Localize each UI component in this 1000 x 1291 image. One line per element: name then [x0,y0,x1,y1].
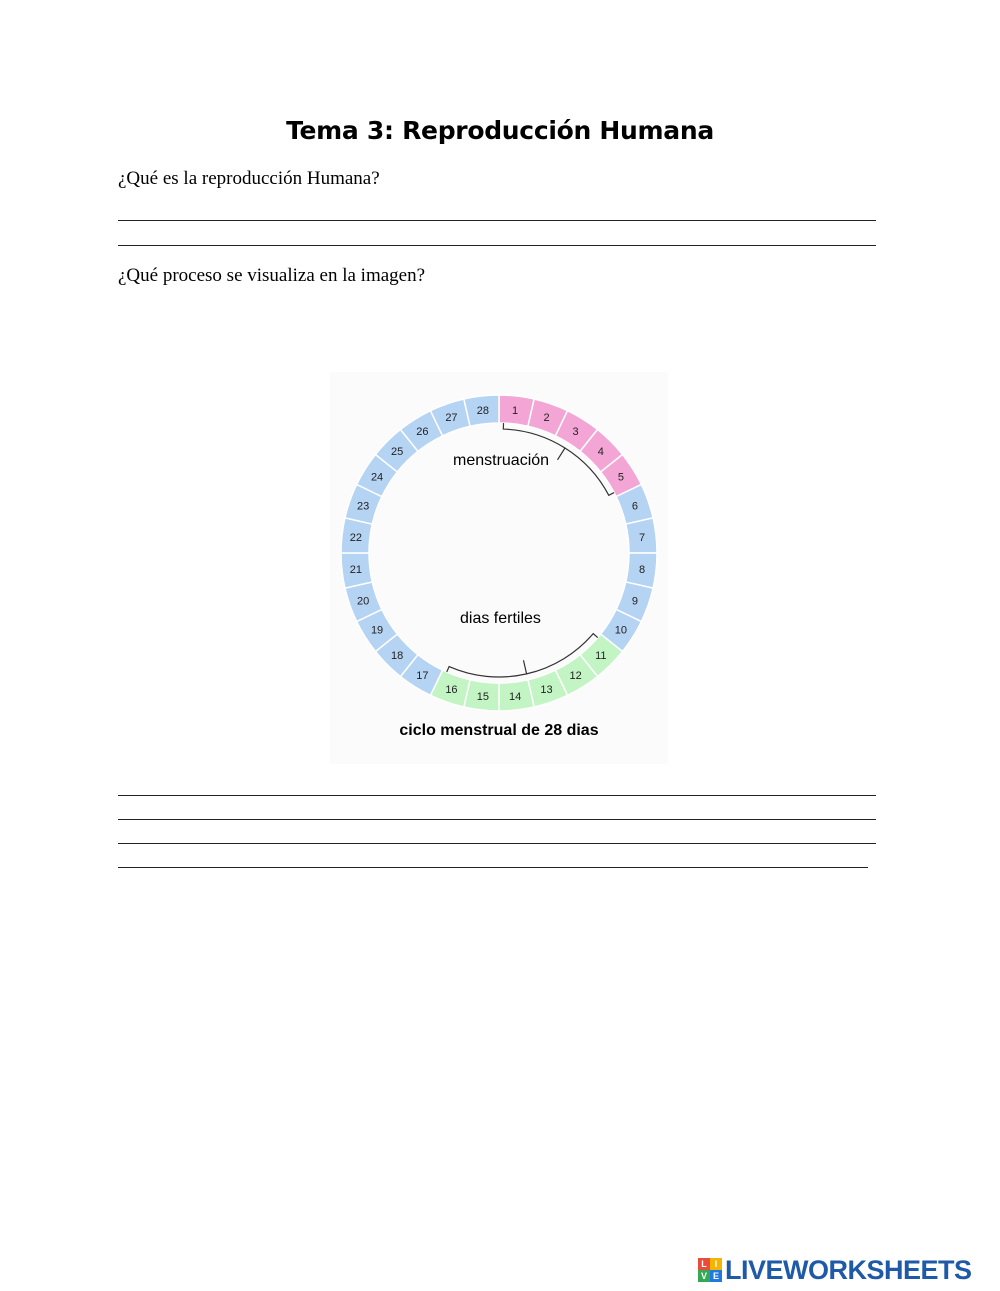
day-label: 19 [370,624,384,637]
day-label: 15 [476,691,490,704]
question-reproduction: ¿Qué es la reproducción Humana? [118,168,380,189]
day-label: 27 [445,412,458,425]
day-label: 21 [349,564,363,577]
fertile-bracket-leader [523,660,526,674]
liveworksheets-logo-icon [698,1258,722,1282]
page-title: Tema 3: Reproducción Humana [286,116,714,145]
day-label: 22 [349,531,363,544]
day-label: 18 [391,649,404,662]
cycle-wheel [330,372,668,717]
day-label: 11 [595,649,607,662]
fertile-days-label: dias fertiles [460,610,541,627]
day-label: 5 [617,471,624,484]
day-label: 1 [512,404,519,417]
answer-line[interactable] [118,220,876,221]
day-label: 28 [476,404,490,417]
answer-line[interactable] [118,843,876,844]
day-label: 7 [639,531,646,544]
day-label: 10 [614,624,628,637]
liveworksheets-brand [698,1254,972,1286]
brand-text: LIVEWORKSHEETS [725,1254,972,1285]
day-label: 24 [370,471,384,484]
day-label: 3 [572,426,579,439]
day-label: 16 [445,683,458,696]
logo-letter: V [698,1270,710,1282]
question-process: ¿Qué proceso se visualiza en la imagen? [118,265,426,286]
day-label: 26 [416,426,429,439]
day-label: 12 [569,669,582,682]
day-label: 4 [597,446,604,459]
day-label: 14 [508,691,522,704]
day-label: 23 [356,500,370,513]
day-label: 20 [356,595,370,608]
logo-letter: L [698,1258,710,1270]
menstruation-bracket-leader [558,448,565,460]
menstruation-label: menstruación [453,452,550,469]
day-label: 13 [540,683,553,696]
answer-line[interactable] [118,867,868,868]
day-label: 9 [631,595,638,608]
day-label: 17 [416,669,429,682]
figure-caption: ciclo menstrual de 28 dias [399,722,599,739]
day-label: 2 [543,412,550,425]
day-label: 8 [639,564,646,577]
logo-letter: I [710,1258,722,1270]
day-label: 25 [391,446,404,459]
answer-line[interactable] [118,795,876,796]
logo-letter: E [710,1270,722,1282]
day-label: 6 [631,500,638,513]
menstrual-cycle-figure [330,372,668,764]
answer-line[interactable] [118,819,876,820]
answer-line[interactable] [118,245,876,246]
